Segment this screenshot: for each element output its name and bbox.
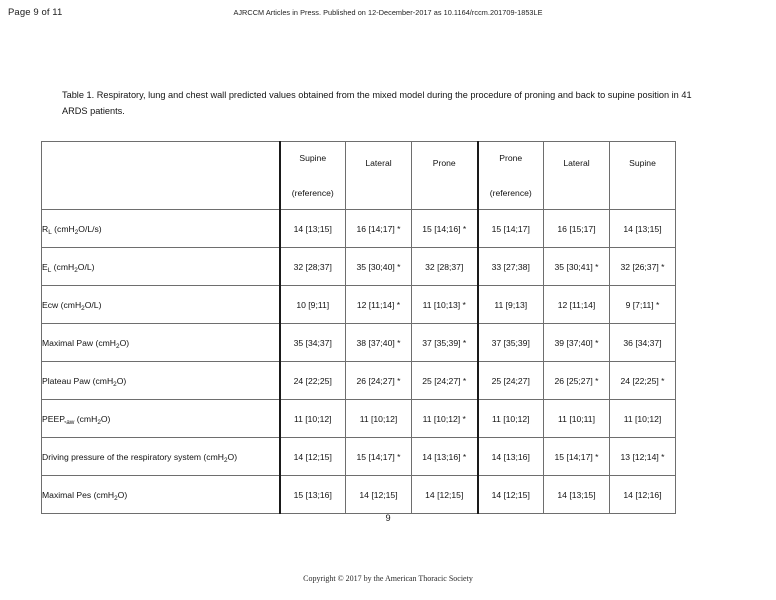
table-row	[42, 400, 676, 438]
table-cell-value: 26 [25;27] *	[544, 362, 610, 400]
row-label	[42, 286, 280, 324]
column-header-lateral-2	[544, 142, 610, 210]
column-header-supine-2	[610, 142, 676, 210]
table-row	[42, 476, 676, 514]
table-cell-value: 32 [28;37]	[412, 248, 478, 286]
table-cell-value: 16 [15;17]	[544, 210, 610, 248]
row-label	[42, 476, 280, 514]
table-cell-value: 10 [9;11]	[280, 286, 346, 324]
page-marker: Page 9 of 11	[8, 7, 63, 18]
column-header-prone-1	[412, 142, 478, 210]
column-header-supine-reference	[280, 142, 346, 210]
row-label	[42, 400, 280, 438]
table-row	[42, 362, 676, 400]
table-cell-value: 24 [22;25] *	[610, 362, 676, 400]
row-label-units: (cmH$_2$O)	[74, 413, 111, 426]
table-cell-value: 15 [14;16] *	[412, 210, 478, 248]
table-cell-value: 14 [13;16] *	[412, 438, 478, 476]
row-label	[42, 438, 280, 476]
row-label-main: E	[42, 261, 48, 272]
table-cell-value: 25 [24;27] *	[412, 362, 478, 400]
table-cell-value: 33 [27;38]	[478, 248, 544, 286]
table-cell-value: 11 [10;12]	[280, 400, 346, 438]
running-head	[0, 7, 776, 23]
column-header-label: Lateral	[563, 158, 590, 168]
table-cell-value: 11 [10;12]	[346, 400, 412, 438]
table-row	[42, 324, 676, 362]
row-label-main: Driving pressure of the respiratory system (cmH$_2$O)	[42, 451, 238, 464]
table-cell-value: 11 [10;11]	[544, 400, 610, 438]
column-header-label: Prone	[499, 152, 523, 163]
row-label-subscript: aw	[66, 418, 75, 426]
table-cell-value: 35 [30;40] *	[346, 248, 412, 286]
table-cell-value: 36 [34;37]	[610, 324, 676, 362]
row-label-main: Maximal Paw (cmH$_2$O)	[42, 337, 130, 350]
column-header-lateral-1	[346, 142, 412, 210]
table-row	[42, 286, 676, 324]
table-cell-value: 25 [24;27]	[478, 362, 544, 400]
table-cell-value: 15 [14;17]	[478, 210, 544, 248]
table-cell-value: 14 [12;15]	[478, 476, 544, 514]
table-cell-value: 14 [12;15]	[280, 438, 346, 476]
row-label	[42, 362, 280, 400]
table-cell-value: 11 [10;12]	[478, 400, 544, 438]
table-cell-value: 11 [10;12] *	[412, 400, 478, 438]
table-cell-value: 15 [14;17] *	[346, 438, 412, 476]
table-cell-value: 15 [13;16]	[280, 476, 346, 514]
column-header-sublabel: (reference)	[291, 187, 334, 198]
table-cell-value: 11 [9;13]	[478, 286, 544, 324]
table-cell-value: 26 [24;27] *	[346, 362, 412, 400]
row-label	[42, 248, 280, 286]
row-label-units: (cmH$_2$O/L)	[58, 299, 102, 312]
column-header-label: Lateral	[365, 158, 392, 168]
table-row	[42, 438, 676, 476]
row-label-units: (cmH$_2$O/L/s)	[51, 223, 102, 236]
table-cell-value: 11 [10;13] *	[412, 286, 478, 324]
table-cell-value: 14 [12;15]	[346, 476, 412, 514]
table-cell-value: 14 [12;15]	[412, 476, 478, 514]
table-cell-value: 9 [7;11] *	[610, 286, 676, 324]
row-label-subscript: L	[47, 266, 52, 274]
table-container	[41, 141, 675, 514]
column-header-sublabel: (reference)	[489, 187, 532, 198]
row-label-main: Maximal Pes (cmH$_2$O)	[42, 489, 128, 502]
table-cell-value: 11 [10;12]	[610, 400, 676, 438]
predicted-values-table	[41, 141, 676, 514]
table-cell-value: 16 [14;17] *	[346, 210, 412, 248]
column-header-label: Prone	[432, 158, 456, 168]
table-cell-value: 14 [13;15]	[610, 210, 676, 248]
table-caption: Table 1. Respiratory, lung and chest wall predicted values obtained from the mixed model during the procedure of proning and back to supine position in 41 ARDS patients.	[62, 90, 692, 116]
table-cell-value: 14 [13;15]	[544, 476, 610, 514]
row-label-subscript: L	[48, 228, 52, 236]
table-cell-value: 15 [14;17] *	[544, 438, 610, 476]
row-label-main: Ecw	[42, 299, 59, 310]
table-row	[42, 210, 676, 248]
table-cell-value: 35 [34;37]	[280, 324, 346, 362]
column-header-prone-reference	[478, 142, 544, 210]
row-label-main: R	[42, 223, 49, 234]
table-cell-value: 39 [37;40] *	[544, 324, 610, 362]
table-cell-value: 38 [37;40] *	[346, 324, 412, 362]
table-cell-value: 14 [13;15]	[280, 210, 346, 248]
table-cell-value: 14 [12;16]	[610, 476, 676, 514]
table-header-row	[42, 142, 676, 210]
table-cell-value: 32 [26;37] *	[610, 248, 676, 286]
table-cell-value: 37 [35;39]	[478, 324, 544, 362]
copyright-notice: Copyright © 2017 by the American Thoracic Society	[303, 574, 473, 583]
table-cell-value: 14 [13;16]	[478, 438, 544, 476]
table-cell-value: 37 [35;39] *	[412, 324, 478, 362]
table-cell-value: 35 [30;41] *	[544, 248, 610, 286]
column-header-label: Supine	[629, 158, 656, 168]
articles-in-press-line: AJRCCM Articles in Press. Published on 12-December-2017 as 10.1164/rccm.201709-1853LE	[233, 8, 543, 17]
table-row	[42, 248, 676, 286]
table-cell-value: 12 [11;14]	[544, 286, 610, 324]
page-folio: 9	[385, 513, 391, 523]
row-label-units: (cmH$_2$O/L)	[51, 261, 95, 274]
table-cell-value: 32 [28;37]	[280, 248, 346, 286]
row-label	[42, 210, 280, 248]
row-label-main: Plateau Paw (cmH$_2$O)	[42, 375, 127, 388]
table-cell-value: 24 [22;25]	[280, 362, 346, 400]
column-header-label: Supine	[299, 152, 327, 163]
table-cell-value: 13 [12;14] *	[610, 438, 676, 476]
row-label-main: PEEP,	[42, 413, 67, 424]
table-cell-value: 12 [11;14] *	[346, 286, 412, 324]
row-label	[42, 324, 280, 362]
column-header-blank	[42, 142, 280, 210]
